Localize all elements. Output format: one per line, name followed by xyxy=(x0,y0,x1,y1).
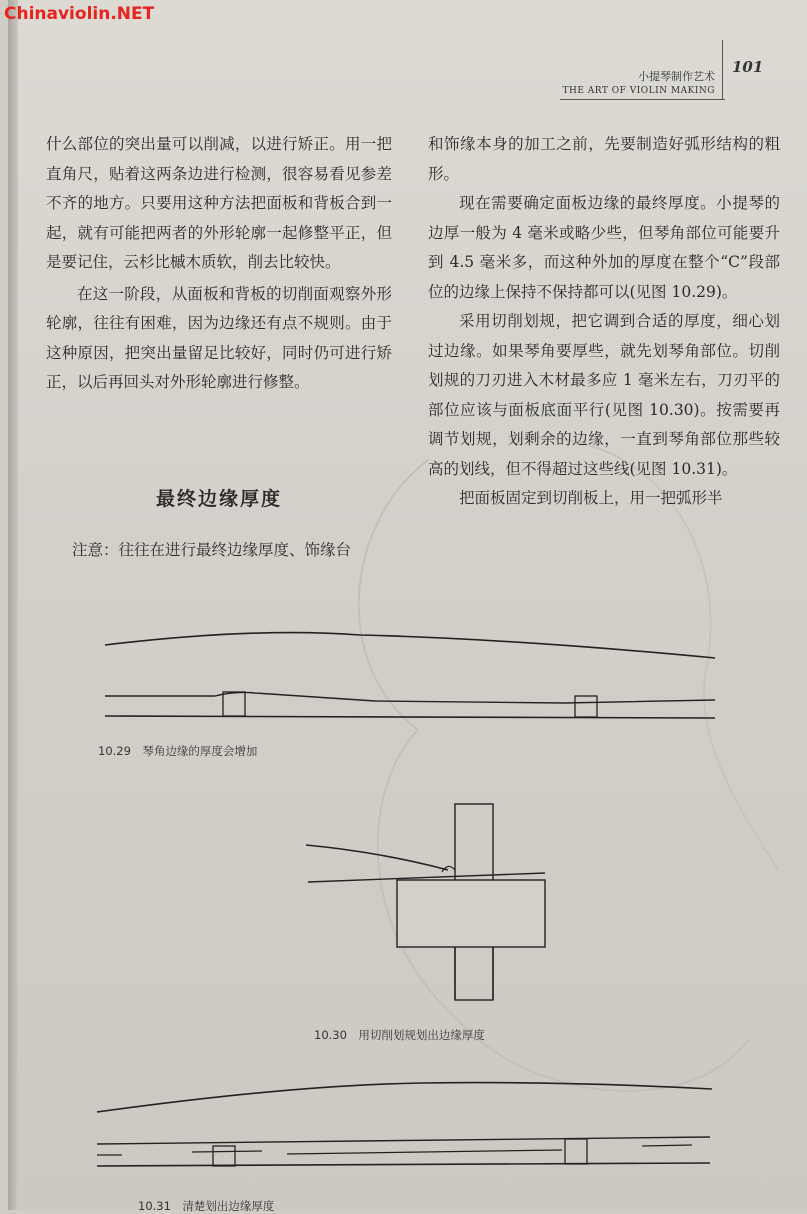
figure-10-29 xyxy=(95,625,725,730)
left-text-column xyxy=(46,130,392,398)
left-paragraph-2: 在这一阶段，从面板和背板的切削面观察外形轮廓，往往有困难，因为边缘还有点不规则。由于这种原因，把突出量留足比较好，同时仍可进行矫正，以后再回头对外形轮廓进行修整。 xyxy=(46,284,392,391)
figure-10-29-drawing xyxy=(95,625,725,730)
right-paragraph-4: 把面板固定到切削板上，用一把弧形半 xyxy=(459,489,723,507)
figure-10-31 xyxy=(92,1075,722,1180)
book-binding-shadow xyxy=(8,0,18,1210)
figure-10-30-caption: 10.30 用切削划规划出边缘厚度 xyxy=(314,1028,485,1042)
figure-10-31-drawing xyxy=(92,1075,722,1180)
running-header-english: THE ART OF VIOLIN MAKING xyxy=(562,86,715,96)
figure-10-30 xyxy=(300,800,560,1005)
figure-10-29-caption: 10.29 琴角边缘的厚度会增加 xyxy=(98,744,258,758)
running-header-chinese: 小提琴制作艺术 xyxy=(638,70,715,83)
right-paragraph-2: 现在需要确定面板边缘的最终厚度。小提琴的边厚一般为 4 毫米或略少些，但琴角部位可能要升到 4.5 毫米多，而这种外加的厚度在整个“C”段部位的边缘上保持不保持都可以(见图 10.29)。 xyxy=(428,194,780,301)
right-text-column xyxy=(428,130,780,514)
right-paragraph-3: 采用切削划规，把它调到合适的厚度，细心划过边缘。如果琴角要厚些，就先划琴角部位。切削划规的刀刃进入木材最多应 1 毫米左右，刀刃平的部位应该与面板底面平行(见图 10.30)。按需要再调节划规，划剩余的边缘，一直到琴角部位那些较高的划线，但不得超过这些线(见图 10.31)。 xyxy=(428,312,780,478)
watermark: Chinaviolin.NET xyxy=(4,4,155,24)
section-title: 最终边缘厚度 xyxy=(155,488,282,510)
note-text: 注意：往往在进行最终边缘厚度、饰缘台 xyxy=(72,541,352,559)
page-number: 101 xyxy=(732,58,764,76)
left-paragraph-1: 什么部位的突出量可以削减，以进行矫正。用一把直角尺，贴着这两条边进行检测，很容易看见参差不齐的地方。只要用这种方法把面板和背板合到一起，就有可能把两者的外形轮廓一起修整平正，但是要记住，云杉比槭木质软，削去比较快。 xyxy=(46,135,392,271)
header-vertical-rule xyxy=(722,40,723,100)
figure-10-31-caption: 10.31 清楚划出边缘厚度 xyxy=(138,1199,275,1213)
header-horizontal-rule xyxy=(560,99,725,100)
show-through-violin-outline xyxy=(308,400,807,1180)
figure-10-30-drawing xyxy=(300,800,560,1005)
right-paragraph-1: 和饰缘本身的加工之前，先要制造好弧形结构的粗形。 xyxy=(428,135,780,183)
